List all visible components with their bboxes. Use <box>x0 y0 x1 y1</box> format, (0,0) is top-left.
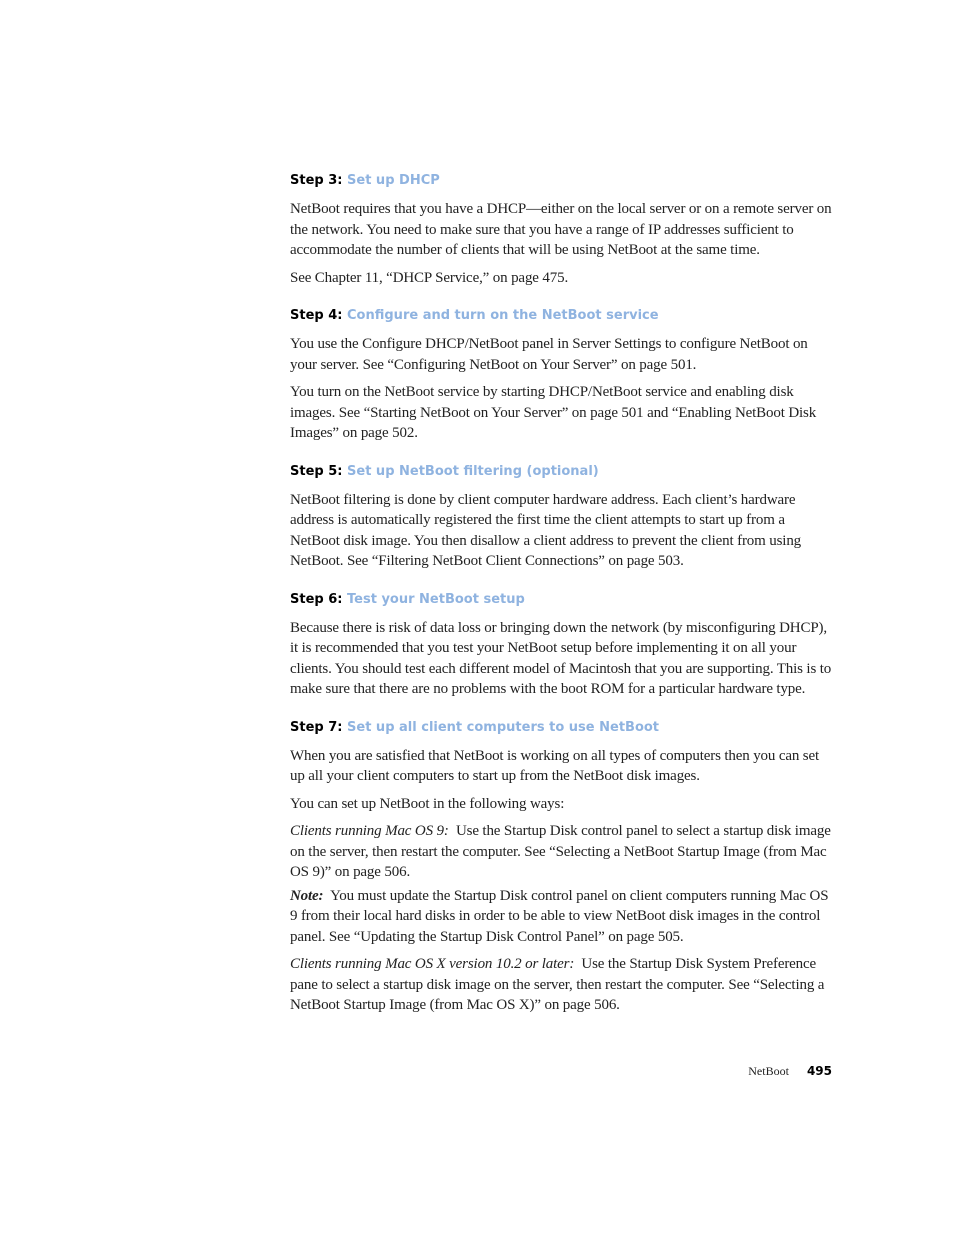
os9-clients-paragraph <box>290 821 832 883</box>
step-4-heading <box>290 307 832 325</box>
os9-clients-text: Use the Startup Disk control panel to select a startup disk image on the server, then restart the computer. See “Selecting a NetBoot Startup Image (from Mac OS 9)” on page 506. <box>290 823 831 880</box>
step-5-label: Step 5: <box>290 463 343 479</box>
step-4-paragraph-1: You use the Configure DHCP/NetBoot panel in Server Settings to configure NetBoot on your server. See “Configuring NetBoot on Your Server” on page 501. <box>290 336 808 373</box>
step-7-paragraph-2: You can set up NetBoot in the following ways: <box>290 795 565 812</box>
footer-section-name: NetBoot <box>748 1064 789 1078</box>
step-3-title: Set up DHCP <box>347 173 440 188</box>
page-footer <box>748 1064 832 1079</box>
footer-page-number: 495 <box>806 1064 832 1078</box>
step-4-paragraph-2: You turn on the NetBoot service by starting DHCP/NetBoot service and enabling disk images. See “Starting NetBoot on Your Server” on page 501 and “Enabling NetBoot Disk Images” on page 502. <box>290 384 817 441</box>
step-7-title: Set up all client computers to use NetBoot <box>347 719 660 735</box>
page-body <box>290 172 832 1016</box>
step-7-label: Step 7: <box>290 719 343 735</box>
osx-clients-lead: Clients running Mac OS X version 10.2 or later: <box>290 956 575 972</box>
step-6-label: Step 6: <box>290 591 343 607</box>
step-4-title: Configure and turn on the NetBoot service <box>347 308 659 323</box>
step-7-paragraph-1: When you are satisfied that NetBoot is working on all types of computers then you can set up all your client computers to start up from the NetBoot disk images. <box>290 747 820 784</box>
osx-clients-text: Use the Startup Disk System Preference pane to select a startup disk image on the server, then restart the computer. See “Selecting a NetBoot Startup Image (from Mac OS X)” on page 506. <box>290 956 825 1013</box>
step-5-paragraph-1: NetBoot filtering is done by client computer hardware address. Each client’s hardware address is automatically registered the first time the client attempts to start up from a NetBoot disk image. You then disallow a client address to prevent the client from using NetBoot. See “Filtering NetBoot Client Connections” on page 503. <box>290 491 802 569</box>
step-3-label: Step 3: <box>290 173 343 188</box>
step-5-title: Set up NetBoot filtering (optional) <box>347 463 599 479</box>
note-lead: Note: <box>290 887 324 904</box>
note-text: You must update the Startup Disk control panel on client computers running Mac OS 9 from their local hard disks in order to be able to view NetBoot disk images in the control panel. See “Updating the Startup Disk Control Panel” on page 505. <box>290 887 829 945</box>
osx-clients-paragraph <box>290 954 832 1016</box>
step-6-heading <box>290 591 832 609</box>
step-6-paragraph-1: Because there is risk of data loss or bringing down the network (by misconfiguring DHCP), it is recommended that you test your NetBoot setup before implementing it on all your clients. You should test each different model of Macintosh that you are supporting. This is to make sure that there are no problems with the boot ROM for a particular hardware type. <box>290 619 832 697</box>
step-3-paragraph-1: NetBoot requires that you have a DHCP—either on the local server or on a remote server on the network. You need to make sure that you have a range of IP addresses sufficient to accommodate the number of clients that will be using NetBoot at the same time. <box>290 201 832 258</box>
step-7-heading <box>290 719 832 737</box>
step-3-heading <box>290 172 832 190</box>
step-4-label: Step 4: <box>290 308 343 323</box>
note-paragraph <box>290 886 832 948</box>
step-3-paragraph-2: See Chapter 11, “DHCP Service,” on page 475. <box>290 269 569 286</box>
step-5-heading <box>290 463 832 481</box>
os9-clients-lead: Clients running Mac OS 9: <box>290 823 449 839</box>
step-6-title: Test your NetBoot setup <box>347 591 525 607</box>
